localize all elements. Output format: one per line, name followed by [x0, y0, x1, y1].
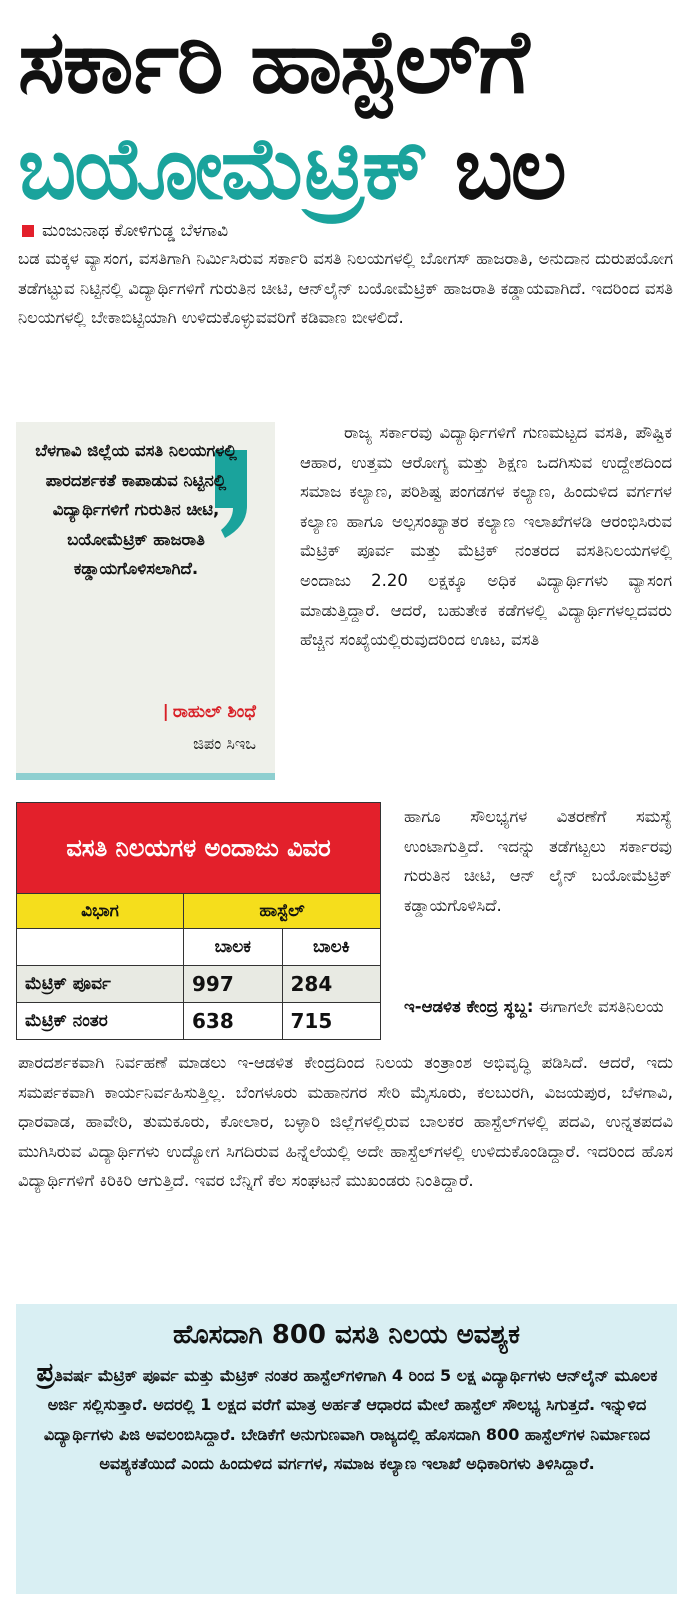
table-cell-girls: 284 [282, 966, 381, 1003]
pull-quote [16, 422, 275, 780]
article-paragraph-5: ಪಾರದರ್ಶಕವಾಗಿ ನಿರ್ವಹಣೆ ಮಾಡಲು ಇ-ಆಡಳಿತ ಕೇಂದ್ರದಿಂದ ನಿಲಯ ತಂತ್ರಾಂಶ ಅಭಿವೃದ್ಧಿ ಪಡಿಸಿದೆ. ಆದರೆ, ಇದು ಸಮರ್ಪಕವಾಗಿ ಕಾರ್ಯನಿರ್ವಹಿಸುತ್ತಿಲ್ಲ. ಬೆಂಗಳೂರು ಮಹಾನಗರ ಸೇರಿ ಮೈಸೂರು, ಕಲಬುರಗಿ, ವಿಜಯಪುರ, ಬೆಳಗಾವಿ, ಧಾರವಾಡ, ಹಾವೇರಿ, ತುಮಕೂರು, ಕೋಲಾರ, ಬಳ್ಳಾರಿ ಜಿಲ್ಲೆಗಳಲ್ಲಿರುವ ಬಾಲಕರ ಹಾಸ್ಟೆಲ್‌ಗಳಲ್ಲಿ ಪದವಿ, ಉನ್ನತಪದವಿ ಮುಗಿಸಿರುವ ವಿದ್ಯಾರ್ಥಿಗಳು ಉದ್ಯೋಗ ಸಿಗದಿರುವ ಹಿನ್ನೆಲೆಯಲ್ಲಿ ಅದೇ ಹಾಸ್ಟೆಲ್‌ಗಳಲ್ಲಿ ಉಳಿದುಕೊಂಡಿದ್ದಾರೆ. ಇದರಿಂದ ಹೊಸ ವಿದ್ಯಾರ್ಥಿಗಳಿಗೆ ಕಿರಿಕಿರಿ ಆಗುತ್ತಿದೆ. ಇವರ ಬೆನ್ನಿಗೆ ಕೆಲ ಸಂಘಟನೆ ಮುಖಂಡರು ನಿಂತಿದ್ದಾರೆ. [18, 1053, 673, 1191]
pull-quote-text: ಬೆಳಗಾವಿ ಜಿಲ್ಲೆಯ ವಸತಿ ನಿಲಯಗಳಲ್ಲಿ ಪಾರದರ್ಶಕತೆ ಕಾಪಾಡುವ ನಿಟ್ಟಿನಲ್ಲಿ ವಿದ್ಯಾರ್ಥಿಗಳಿಗೆ ಗುರುತಿನ ಚೀಟಿ, ಬಯೋಮೆಟ್ರಿಕ್ ಹಾಜರಾತಿ ಕಡ್ಡಾಯಗೊಳಿಸಲಾಗಿದೆ. [35, 441, 237, 579]
byline-text: ಮಂಜುನಾಥ ಕೋಳಿಗುಡ್ಡ ಬೆಳಗಾವಿ [42, 221, 229, 241]
table-empty-cell [17, 929, 184, 966]
table-cell-boys: 997 [184, 966, 283, 1003]
headline-line-2 [18, 118, 678, 220]
headline-accent: ಬಯೋಮೆಟ್ರಿಕ್ [18, 119, 427, 219]
headline-rest: ಬಲ [454, 119, 565, 219]
article-paragraph-1: ಬಡ ಮಕ್ಕಳ ವ್ಯಾಸಂಗ, ವಸತಿಗಾಗಿ ನಿರ್ಮಿಸಿರುವ ಸರ್ಕಾರಿ ವಸತಿ ನಿಲಯಗಳಲ್ಲಿ ಬೋಗಸ್ ಹಾಜರಾತಿ, ಅನುದಾನ ದುರುಪಯೋಗ ತಡೆಗಟ್ಟುವ ನಿಟ್ಟಿನಲ್ಲಿ ವಿದ್ಯಾರ್ಥಿಗಳಿಗೆ ಗುರುತಿನ ಚೀಟಿ, ಆನ್‌ಲೈನ್ ಬಯೋಮೆಟ್ರಿಕ್ ಹಾಜರಾತಿ ಕಡ್ಡಾಯವಾಗಿದೆ. ಇದರಿಂದ ವಸತಿ ನಿಲಯಗಳಲ್ಲಿ ಬೇಕಾಬಿಟ್ಟಿಯಾಗಿ ಉಳಿದುಕೊಳ್ಳುವವರಿಗೆ ಕಡಿವಾಣ ಬೀಳಲಿದೆ. [18, 249, 673, 328]
table-cell-girls: 715 [282, 1003, 381, 1040]
byline-square-icon [22, 225, 34, 237]
table-subheader-girls: ಬಾಲಕಿ [282, 929, 381, 966]
headline-line-1: ಸರ್ಕಾರಿ ಹಾಸ್ಟೆಲ್‌ಗೆ [18, 10, 528, 113]
table-subheader-boys: ಬಾಲಕ [184, 929, 283, 966]
info-box-body: ತಿವರ್ಷ ಮೆಟ್ರಿಕ್ ಪೂರ್ವ ಮತ್ತು ಮೆಟ್ರಿಕ್ ನಂತರ ಹಾಸ್ಟೆಲ್‌ಗಳಿಗಾಗಿ 4 ರಿಂದ 5 ಲಕ್ಷ ವಿದ್ಯಾರ್ಥಿಗಳು ಆನ್‌ಲೈನ್ ಮೂಲಕ ಅರ್ಜಿ ಸಲ್ಲಿಸುತ್ತಾರೆ. ಅದರಲ್ಲಿ 1 ಲಕ್ಷದ ವರೆಗೆ ಮಾತ್ರ ಅರ್ಹತೆ ಆಧಾರದ ಮೇಲೆ ಹಾಸ್ಟೆಲ್ ಸೌಲಭ್ಯ ಸಿಗುತ್ತದೆ. ಇನ್ನುಳಿದ ವಿದ್ಯಾರ್ಥಿಗಳು ಪಿಜಿ ಅವಲಂಬಿಸಿದ್ದಾರೆ. ಬೇಡಿಕೆಗೆ ಅನುಗುಣವಾಗಿ ರಾಜ್ಯದಲ್ಲಿ ಹೊಸದಾಗಿ 800 ಹಾಸ್ಟೆಲ್‌ಗಳ ನಿರ್ಮಾಣದ ಅವಶ್ಯಕತೆಯಿದೆ ಎಂದು ಹಿಂದುಳಿದ ವರ್ಗಗಳ, ಸಮಾಜ ಕಲ್ಯಾಣ ಇಲಾಖೆ ಅಧಿಕಾರಿಗಳು ತಿಳಿಸಿದ್ದಾರೆ. [43, 1366, 658, 1474]
info-box-text [36, 1359, 658, 1479]
table-title: ವಸತಿ ನಿಲಯಗಳ ಅಂದಾಜು ವಿವರ [17, 803, 381, 894]
table-header-hostel: ಹಾಸ್ಟೆಲ್ [184, 894, 381, 929]
pull-quote-author-name: ರಾಹುಲ್ ಶಿಂಧೆ [172, 702, 256, 722]
table-row-label: ಮೆಟ್ರಿಕ್ ನಂತರ [17, 1003, 184, 1040]
table-row [17, 1003, 381, 1040]
byline [22, 220, 228, 242]
table-header-category: ವಿಭಾಗ [17, 894, 184, 929]
info-box [16, 1304, 677, 1594]
table-row-label: ಮೆಟ್ರಿಕ್ ಪೂರ್ವ [17, 966, 184, 1003]
table-row [17, 966, 381, 1003]
pull-quote-role: ಜಿಪಂ ಸಿಇಒ [193, 734, 256, 753]
table-cell-boys: 638 [184, 1003, 283, 1040]
article-paragraph-4 [404, 992, 672, 1022]
article-paragraph-4-text: ಈಗಾಗಲೇ ವಸತಿನಿಲಯ [538, 997, 664, 1016]
subheading: ಇ-ಆಡಳಿತ ಕೇಂದ್ರ ಸ್ಥಬ್ದ: [404, 997, 534, 1016]
hostel-stats-table [16, 802, 381, 1040]
info-box-heading: ಹೊಸದಾಗಿ 800 ವಸತಿ ನಿಲಯ ಅವಶ್ಯಕ [173, 1320, 520, 1350]
article-paragraph-2: ರಾಜ್ಯ ಸರ್ಕಾರವು ವಿದ್ಯಾರ್ಥಿಗಳಿಗೆ ಗುಣಮಟ್ಟದ ವಸತಿ, ಪೌಷ್ಟಿಕ ಆಹಾರ, ಉತ್ತಮ ಆರೋಗ್ಯ ಮತ್ತು ಶಿಕ್ಷಣ ಒದಗಿಸುವ ಉದ್ದೇಶದಿಂದ ಸಮಾಜ ಕಲ್ಯಾಣ, ಪರಿಶಿಷ್ಟ ಪಂಗಡಗಳ ಕಲ್ಯಾಣ, ಹಿಂದುಳಿದ ವರ್ಗಗಳ ಕಲ್ಯಾಣ ಹಾಗೂ ಅಲ್ಪಸಂಖ್ಯಾತರ ಕಲ್ಯಾಣ ಇಲಾಖೆಗಳಡಿ ಆರಂಭಿಸಿರುವ ಮೆಟ್ರಿಕ್ ಪೂರ್ವ ಮತ್ತು ಮೆಟ್ರಿಕ್ ನಂತರದ ವಸತಿನಿಲಯಗಳಲ್ಲಿ ಅಂದಾಜು 2.20 ಲಕ್ಷಕ್ಕೂ ಅಧಿಕ ವಿದ್ಯಾರ್ಥಿಗಳು ವ್ಯಾಸಂಗ ಮಾಡುತ್ತಿದ್ದಾರೆ. ಆದರೆ, ಬಹುತೇಕ ಕಡೆಗಳಲ್ಲಿ ವಿದ್ಯಾರ್ಥಿಗಳಲ್ಲದವರು ಹೆಚ್ಚಿನ ಸಂಖ್ಯೆಯಲ್ಲಿರುವುದರಿಂದ ಊಟ, ವಸತಿ [300, 423, 672, 650]
article-paragraph-3: ಹಾಗೂ ಸೌಲಭ್ಯಗಳ ವಿತರಣೆಗೆ ಸಮಸ್ಯೆ ಉಂಟಾಗುತ್ತಿದೆ. ಇದನ್ನು ತಡೆಗಟ್ಟಲು ಸರ್ಕಾರವು ಗುರುತಿನ ಚೀಟಿ, ಆನ್ ಲೈನ್ ಬಯೋಮೆಟ್ರಿಕ್ ಕಡ್ಡಾಯಗೊಳಿಸಿದೆ. [404, 807, 672, 915]
info-box-dropcap: ಪ್ರ [36, 1358, 55, 1388]
pull-quote-author: | ರಾಹುಲ್ ಶಿಂಧೆ [162, 702, 256, 722]
